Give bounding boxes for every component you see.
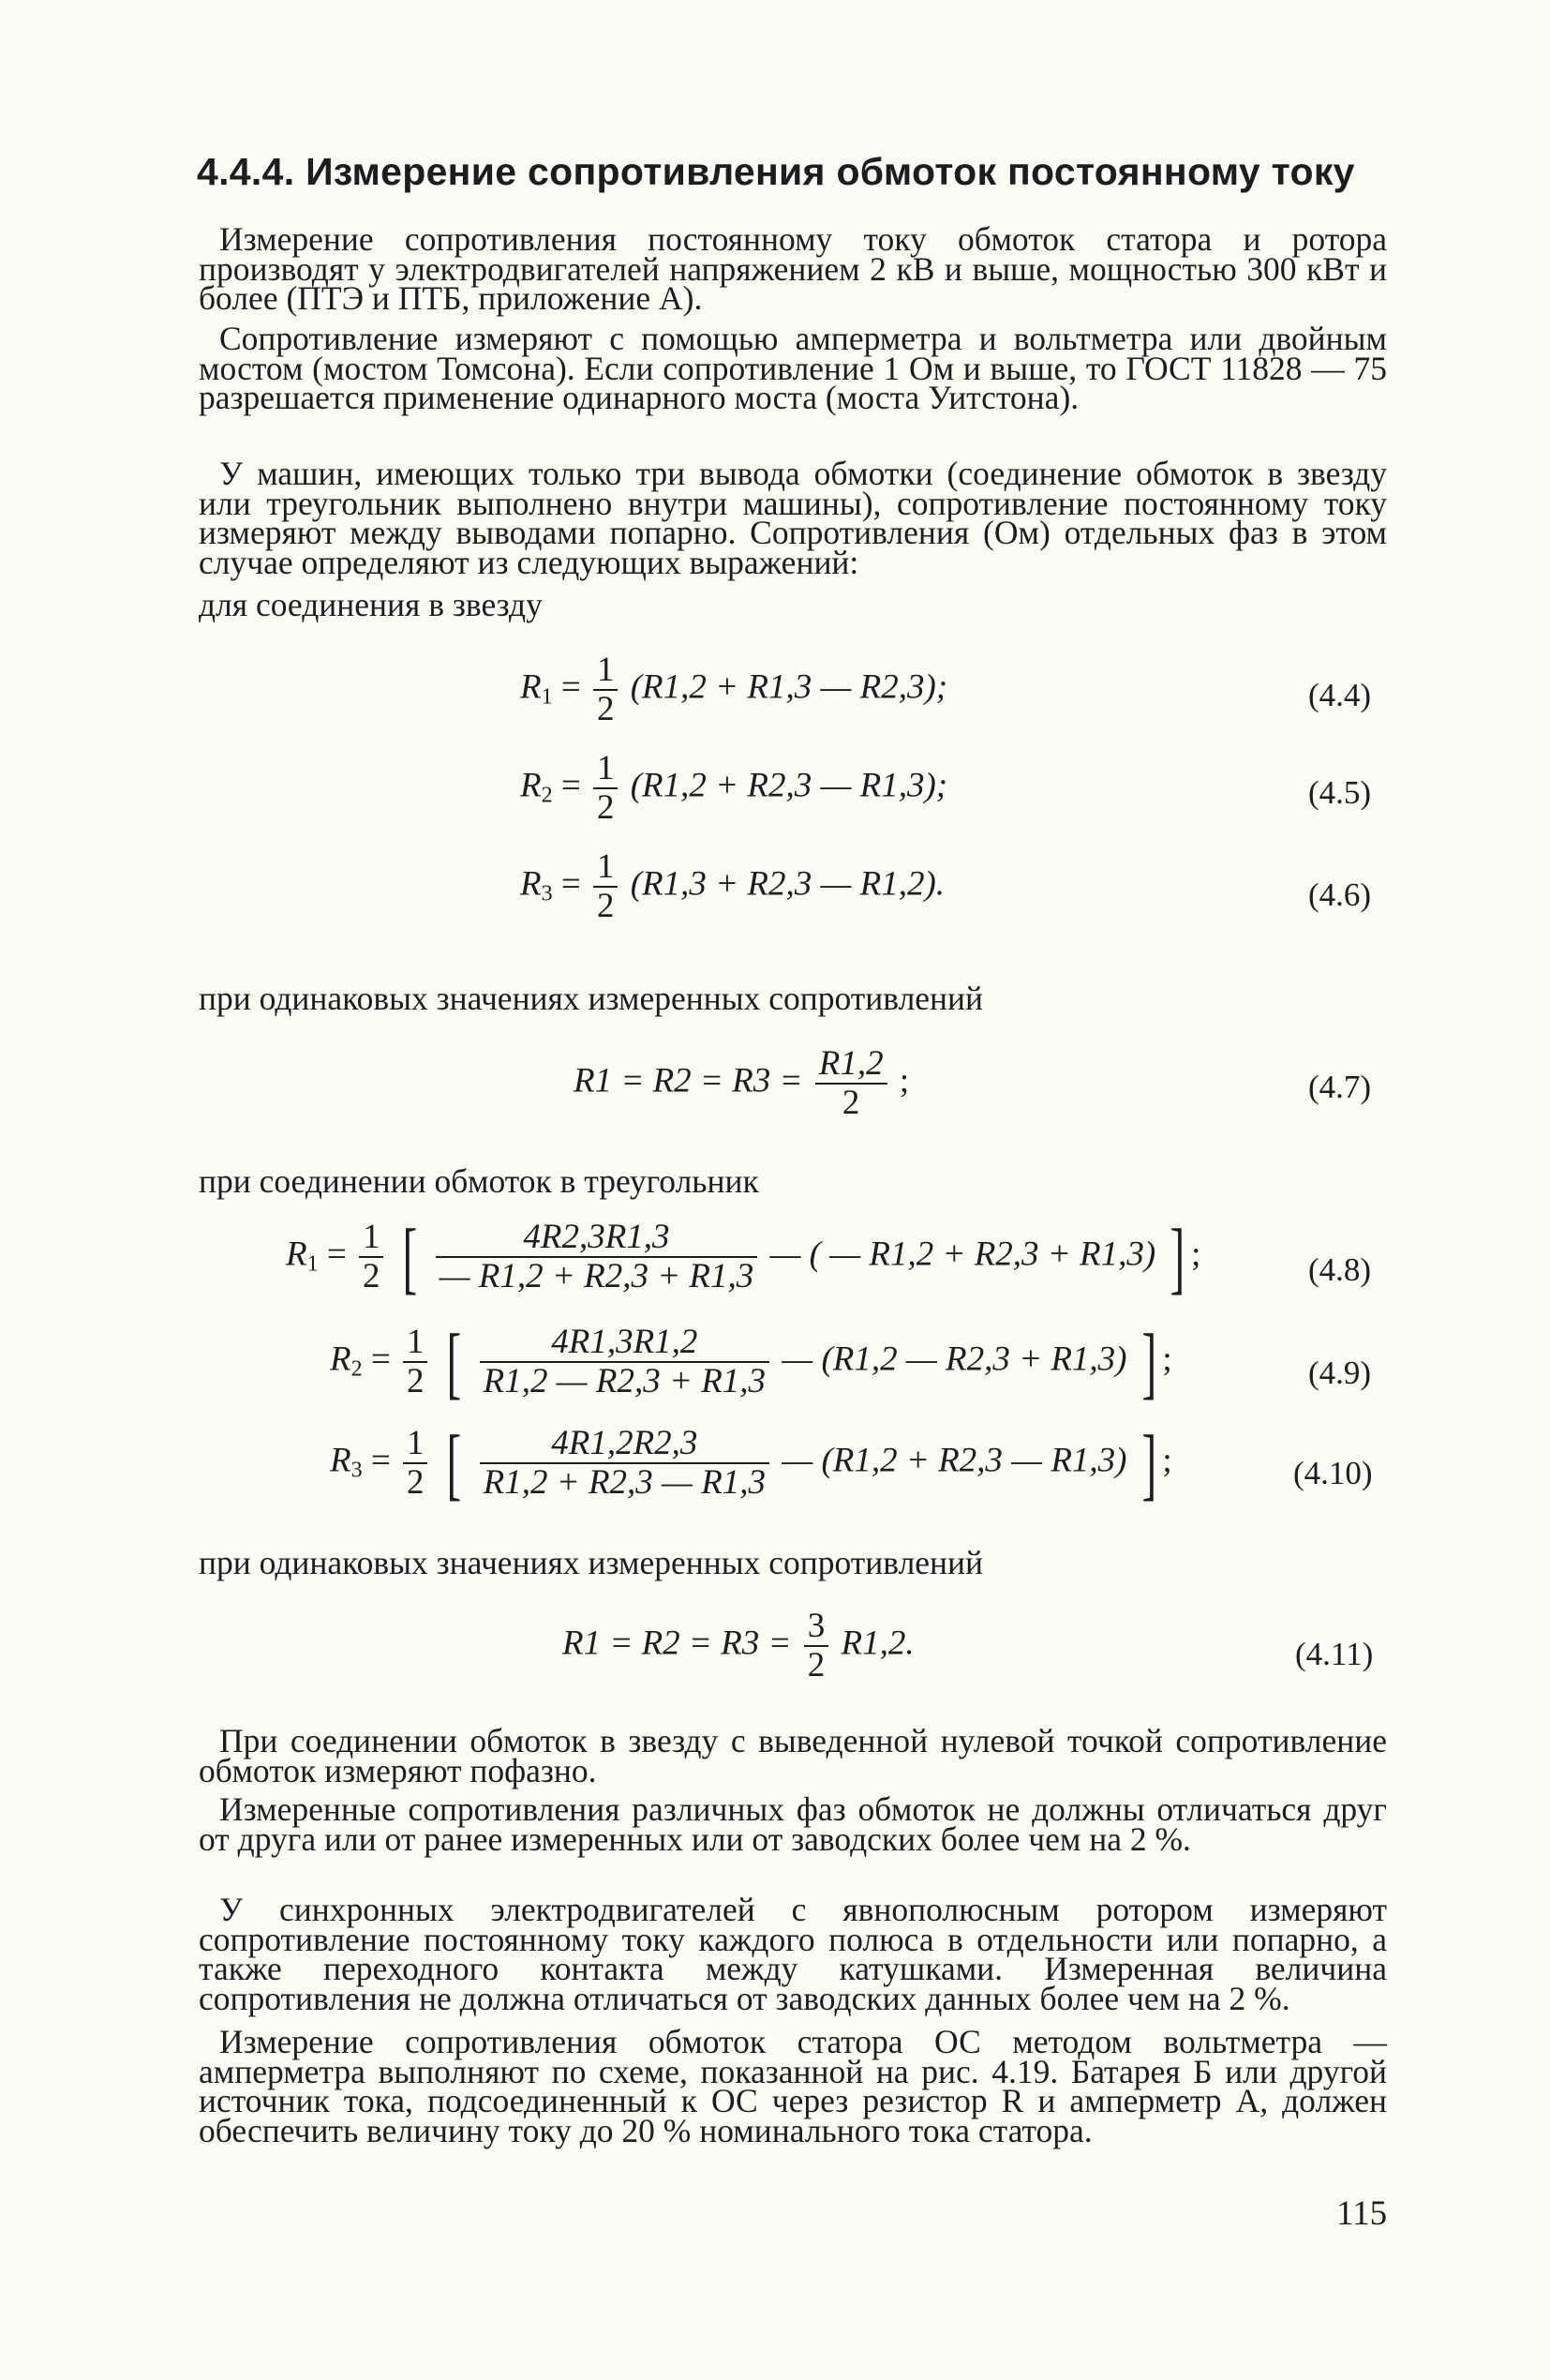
fraction: $\frac{3}{2}$ (804, 1608, 829, 1684)
eq-body: (R1,3 + R2,3 — R1,2). (630, 864, 946, 904)
eq-tail: ; (899, 1061, 910, 1100)
equation-number-4-8: (4.8) (1308, 1251, 1372, 1288)
delta-label: при соединении обмоток в треугольник (199, 1162, 759, 1200)
equation-number-4-11: (4.11) (1295, 1636, 1374, 1672)
eq-lhs: R (330, 1340, 351, 1379)
eq-lhs-sub: 2 (350, 1356, 363, 1382)
eq-tail: R1,2. (841, 1624, 915, 1663)
fraction: $\frac{1}{2}$ (403, 1324, 428, 1400)
fraction: $\frac{1}{2}$ (359, 1219, 384, 1295)
equation-4-7 (574, 1045, 909, 1122)
equation-number-4-5: (4.5) (1308, 774, 1372, 811)
eq-tail: — (R1,2 — R2,3 + R1,3) (782, 1340, 1127, 1379)
star-label: для соединения в звезду (199, 586, 543, 623)
eq-lhs-sub: 1 (541, 684, 553, 710)
paragraph-1: Измерение сопротивления постоянному току обмоток статора и ротора производят у электродвигателей напряжением 2 кВ и выше, мощностью 300 кВт и более (ПТЭ и ПТБ, приложение А). (199, 220, 1387, 317)
eq-lhs: R (520, 864, 542, 904)
equation-number-4-6: (4.6) (1308, 876, 1372, 913)
paragraph-3: У машин, имеющих только три вывода обмотки (соединение обмоток в звезду или треугольник выполнено внутри машины), сопротивление постоянному току измеряют между выводами попарно. Сопротивления (Ом) отдельных фаз в этом случае определяют из следующих выражений: (199, 455, 1387, 581)
fraction: $\frac{R1,2}{2}$ (815, 1045, 887, 1122)
eq-tail: — ( — R1,2 + R2,3 + R1,3) (769, 1235, 1156, 1274)
eq-body: (R1,2 + R1,3 — R2,3); (630, 667, 948, 707)
left-bracket: [ (402, 1212, 417, 1302)
fraction: $\frac{1}{2}$ (593, 848, 619, 925)
section-heading: 4.4.4. Измерение сопротивления обмоток постоянному току (197, 150, 1355, 193)
right-bracket: ] (1170, 1212, 1185, 1302)
paragraph-2: Сопротивление измеряют с помощью амперметра и вольтметра или двойным мостом (мостом Томсона). Если сопротивление 1 Ом и выше, то ГОСТ 11828 — 75 разрешается применение одинарного моста (моста Уитстона). (199, 320, 1387, 416)
inner-fraction: $\frac{4R2,3R1,3}{— R1,2 + R2,3 + R1,3}$ (436, 1219, 758, 1295)
eq-lhs: R (330, 1441, 351, 1480)
right-bracket: ] (1141, 1418, 1156, 1508)
eq-lhs: R1 = R2 = R3 = (562, 1624, 792, 1663)
equation-number-4-9: (4.9) (1308, 1355, 1372, 1391)
equal-label-1: при одинаковых значениях измеренных сопротивлений (199, 980, 984, 1017)
eq-lhs: R1 = R2 = R3 = (574, 1061, 803, 1100)
fraction: $\frac{1}{2}$ (593, 651, 619, 728)
paragraph-5: Измеренные сопротивления различных фаз обмоток не должны отличаться друг от друга или от ранее измеренных или от заводских более чем на 2 %. (199, 1790, 1387, 1858)
eq-lhs: R (286, 1235, 307, 1274)
paragraph-6: У синхронных электродвигателей с явнополюсным ротором измеряют сопротивление постоянному току каждого полюса в отдельности или попарно, а также переходного контакта между катушками. Измеренная величина сопротивления не должна отличаться от заводских данных более чем на 2 %. (199, 1891, 1387, 2017)
left-bracket: [ (446, 1317, 461, 1407)
paragraph-4: При соединении обмоток в звезду с выведенной нулевой точкой сопротивление обмоток измеряют пофазно. (199, 1722, 1387, 1789)
left-bracket: [ (446, 1418, 461, 1508)
inner-fraction: $\frac{4R1,2R2,3}{R1,2 + R2,3 — R1,3}$ (480, 1425, 769, 1502)
equation-number-4-10: (4.10) (1293, 1455, 1373, 1491)
eq-lhs-sub: 3 (541, 881, 553, 906)
equal-label-2: при одинаковых значениях измеренных сопротивлений (199, 1544, 984, 1581)
equation-4-11 (562, 1608, 915, 1684)
eq-lhs: R (520, 667, 542, 707)
inner-fraction: $\frac{4R1,3R1,2}{R1,2 — R2,3 + R1,3}$ (480, 1324, 769, 1400)
equation-4-10: $R_3$ = $\frac{1}{2}$ [ $\frac{4R1,2R2,3}{R1,2 + R2,3 — R1,3}$ — (R1,2 + R2,3 — R1,3) ] ; (330, 1418, 1172, 1508)
paragraph-7: Измерение сопротивления обмоток статора ОС методом вольтметра — амперметра выполняют по схеме, показанной на рис. 4.19. Батарея Б или другой источник тока, подсоединенный к ОС через резистор R и амперметр А, должен обеспечить величину току до 20 % номинального тока статора. (199, 2023, 1387, 2149)
page-number: 115 (1336, 2194, 1388, 2233)
eq-lhs-sub: 1 (306, 1251, 319, 1277)
equation-4-6: $R_3$ = $\frac{1}{2}$ (R1,3 + R2,3 — R1,2). (520, 847, 946, 925)
equation-4-5: $R_2$ = $\frac{1}{2}$ (R1,2 + R2,3 — R1,3); (520, 749, 948, 827)
equation-4-8: $R_1$ = $\frac{1}{2}$ [ $\frac{4R2,3R1,3}{— R1,2 + R2,3 + R1,3}$ — ( — R1,2 + R2,3 + R1,3) ] ; (286, 1212, 1201, 1302)
fraction: $\frac{1}{2}$ (403, 1425, 428, 1502)
fraction: $\frac{1}{2}$ (593, 750, 619, 827)
eq-lhs: R (520, 766, 542, 805)
equation-4-4: $R_1$ = $\frac{1}{2}$ (R1,2 + R1,3 — R2,3); (520, 651, 948, 728)
eq-lhs-sub: 2 (541, 783, 553, 808)
equation-4-9: $R_2$ = $\frac{1}{2}$ [ $\frac{4R1,3R1,2}{R1,2 — R2,3 + R1,3}$ — (R1,2 — R2,3 + R1,3) ] ; (330, 1317, 1172, 1407)
right-bracket: ] (1141, 1317, 1156, 1407)
equation-number-4-7: (4.7) (1308, 1069, 1372, 1105)
equation-number-4-4: (4.4) (1308, 677, 1372, 713)
eq-tail: — (R1,2 + R2,3 — R1,3) (782, 1441, 1127, 1480)
eq-lhs-sub: 3 (350, 1458, 363, 1483)
eq-body: (R1,2 + R2,3 — R1,3); (630, 766, 948, 805)
